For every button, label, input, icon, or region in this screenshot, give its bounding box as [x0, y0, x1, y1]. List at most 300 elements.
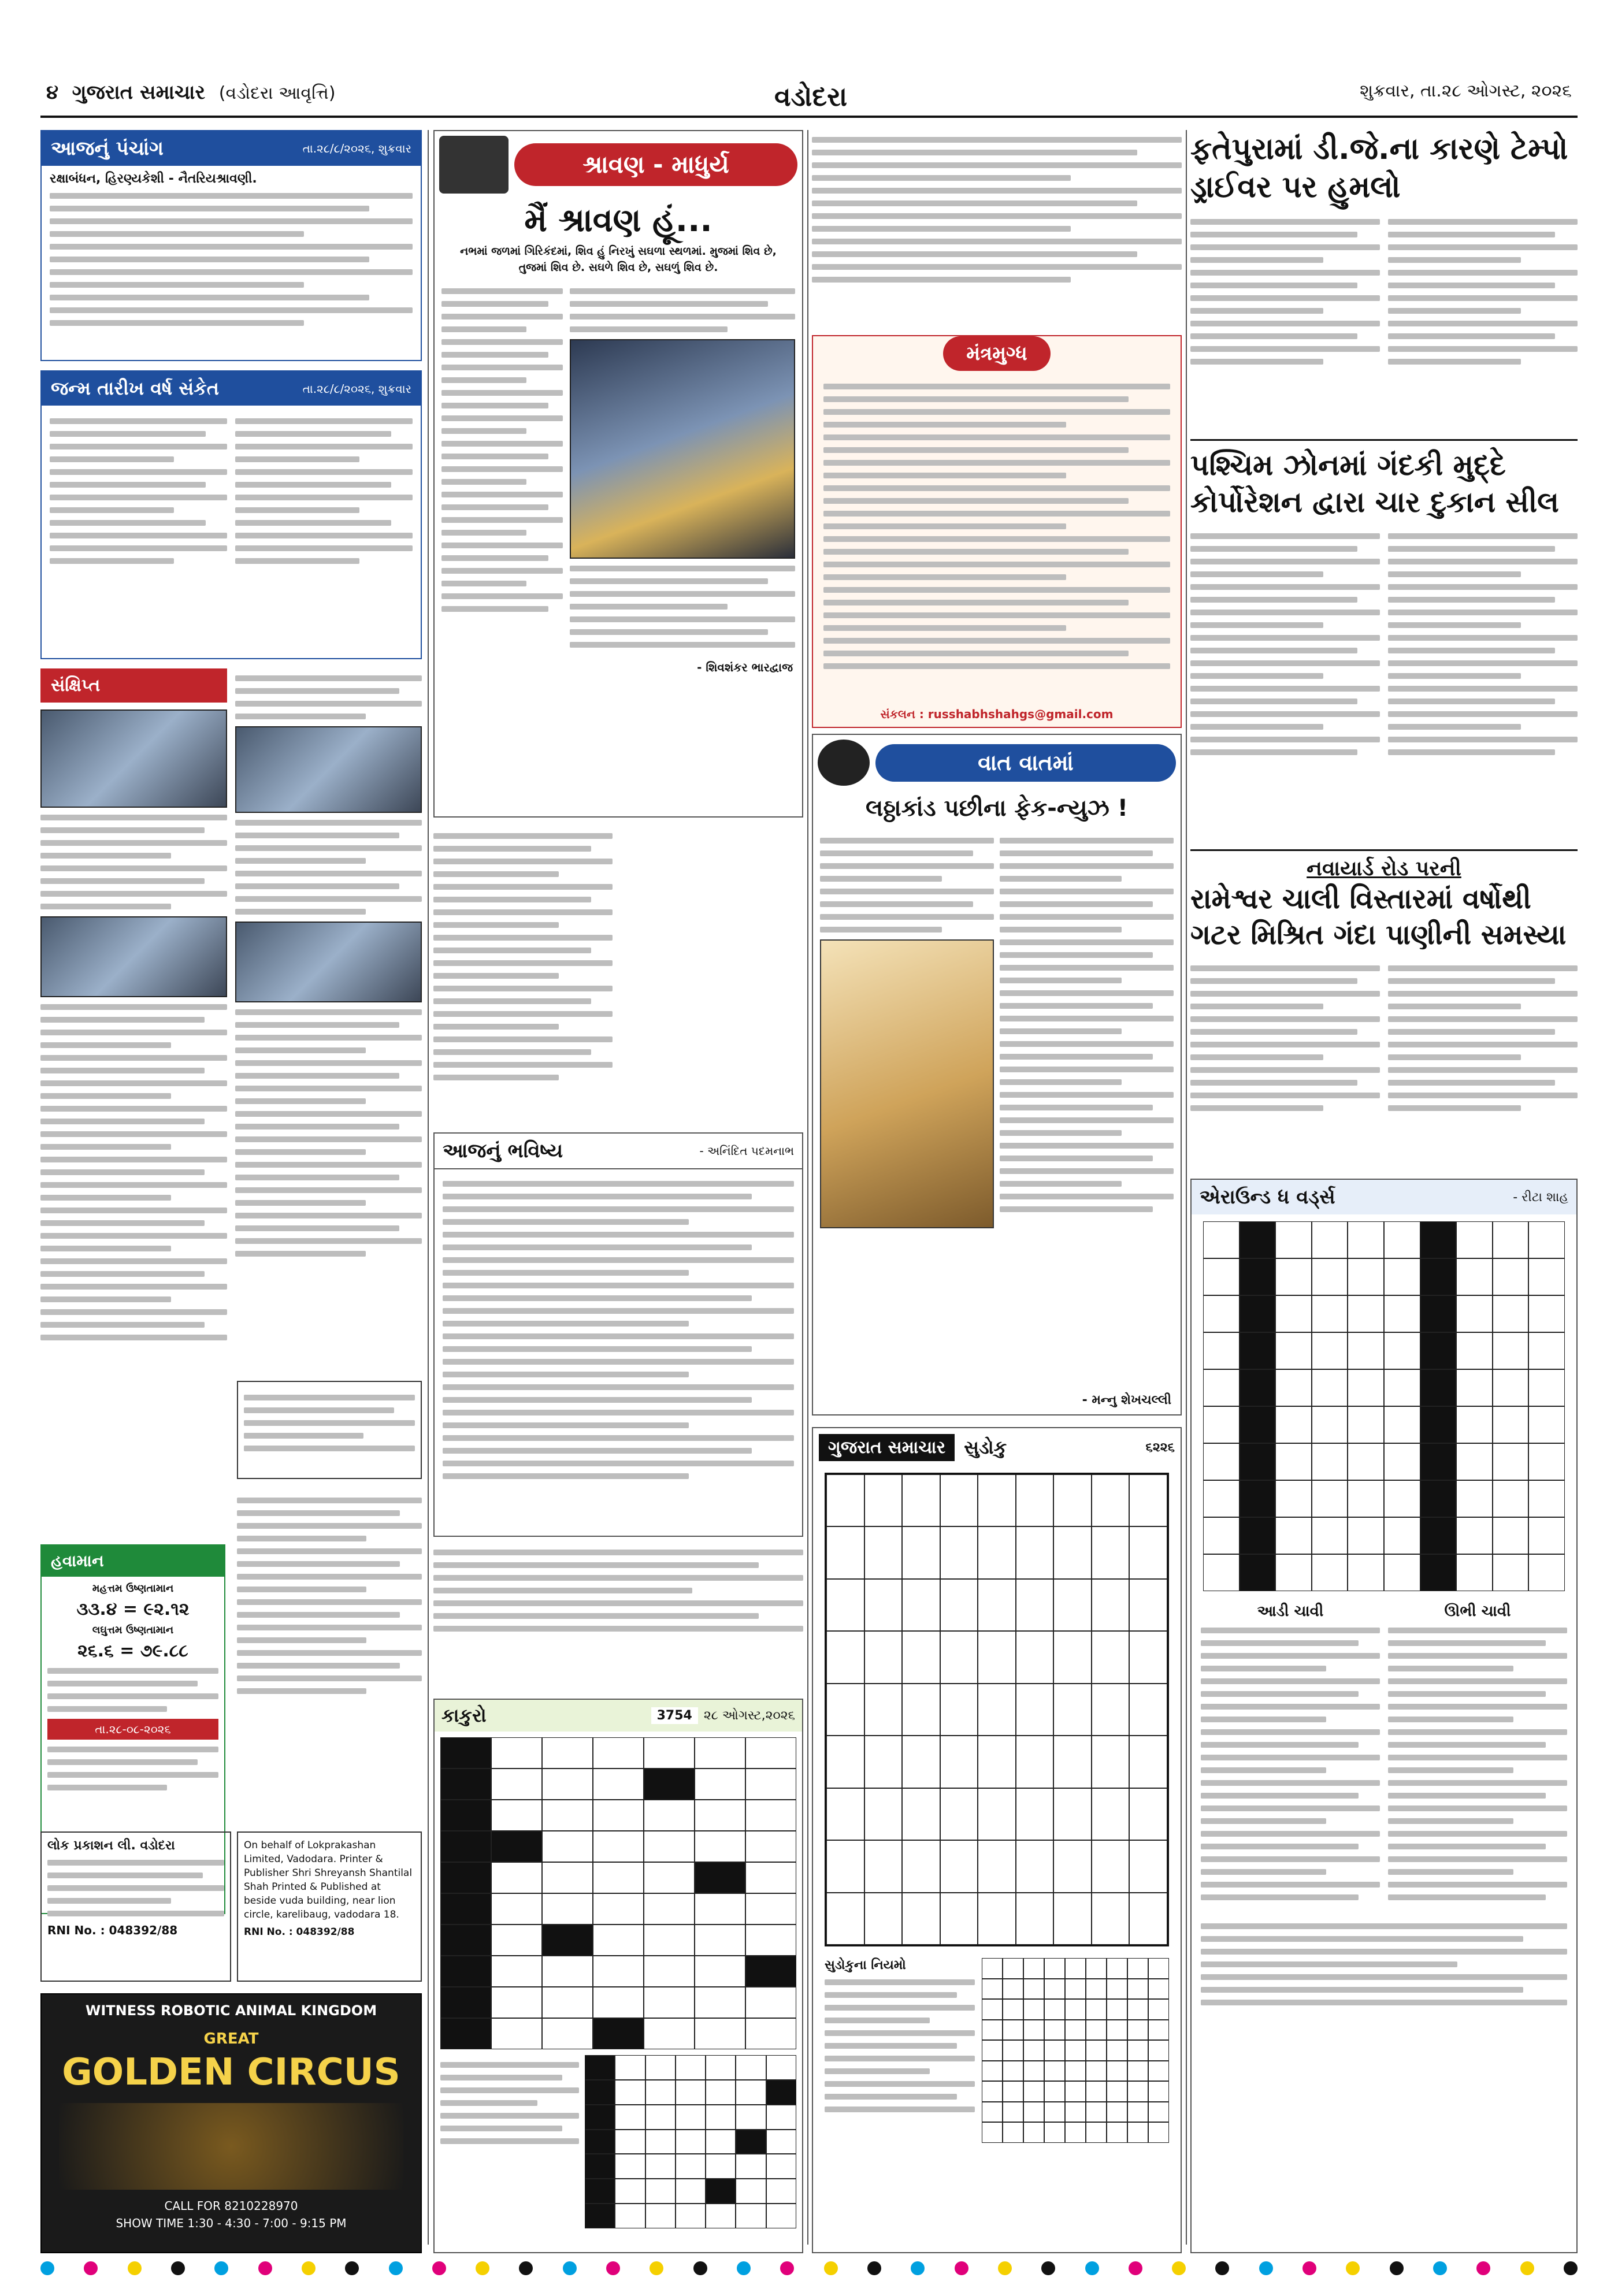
- sudoku-cell[interactable]: [1129, 1579, 1167, 1631]
- kakuro-solution-cell[interactable]: [676, 2105, 706, 2130]
- sudoku-solution-cell[interactable]: [1023, 2102, 1044, 2123]
- sudoku-solution-cell[interactable]: [1107, 2020, 1127, 2041]
- sudoku-solution-cell[interactable]: [1023, 1999, 1044, 2020]
- crossword-cell[interactable]: [1420, 1332, 1457, 1369]
- sudoku-cell[interactable]: [864, 1736, 903, 1788]
- crossword-cell[interactable]: [1348, 1480, 1384, 1517]
- kakuro-solution-cell[interactable]: [615, 2105, 645, 2130]
- kakuro-solution-cell[interactable]: [736, 2080, 766, 2105]
- crossword-cell[interactable]: [1312, 1295, 1348, 1332]
- sudoku-solution-cell[interactable]: [1003, 1999, 1023, 2020]
- kakuro-solution-cell[interactable]: [676, 2055, 706, 2080]
- sudoku-solution-cell[interactable]: [1065, 1979, 1086, 2000]
- sudoku-solution-cell[interactable]: [1065, 2122, 1086, 2143]
- crossword-cell[interactable]: [1420, 1406, 1457, 1443]
- sudoku-cell[interactable]: [902, 1579, 940, 1631]
- kakuro-cell[interactable]: [695, 1956, 745, 1987]
- crossword-cell[interactable]: [1240, 1369, 1276, 1406]
- sudoku-solution-cell[interactable]: [982, 2122, 1003, 2143]
- crossword-cell[interactable]: [1203, 1369, 1240, 1406]
- kakuro-cell[interactable]: [745, 1831, 796, 1862]
- kakuro-solution-cell[interactable]: [585, 2204, 615, 2228]
- sudoku-cell[interactable]: [826, 1526, 864, 1578]
- sudoku-cell[interactable]: [1129, 1788, 1167, 1840]
- sudoku-cell[interactable]: [902, 1631, 940, 1683]
- crossword-cell[interactable]: [1240, 1443, 1276, 1480]
- kakuro-solution-cell[interactable]: [766, 2130, 796, 2154]
- kakuro-cell[interactable]: [695, 1769, 745, 1800]
- kakuro-cell[interactable]: [745, 1737, 796, 1769]
- kakuro-solution-cell[interactable]: [676, 2179, 706, 2204]
- sudoku-grid[interactable]: [825, 1473, 1169, 1946]
- crossword-cell[interactable]: [1240, 1258, 1276, 1295]
- sudoku-solution-cell[interactable]: [982, 2061, 1003, 2082]
- crossword-cell[interactable]: [1203, 1443, 1240, 1480]
- sudoku-cell[interactable]: [864, 1840, 903, 1892]
- sudoku-solution-cell[interactable]: [982, 1958, 1003, 1979]
- crossword-cell[interactable]: [1275, 1258, 1312, 1295]
- crossword-cell[interactable]: [1493, 1258, 1529, 1295]
- sudoku-cell[interactable]: [902, 1840, 940, 1892]
- crossword-cell[interactable]: [1456, 1295, 1493, 1332]
- kakuro-solution-cell[interactable]: [706, 2055, 736, 2080]
- sudoku-solution-cell[interactable]: [1107, 2061, 1127, 2082]
- crossword-cell[interactable]: [1420, 1517, 1457, 1554]
- sudoku-cell[interactable]: [940, 1474, 978, 1526]
- kakuro-cell[interactable]: [491, 1956, 542, 1987]
- sudoku-solution-cell[interactable]: [1107, 2122, 1127, 2143]
- kakuro-cell[interactable]: [542, 2018, 593, 2049]
- crossword-cell[interactable]: [1384, 1332, 1420, 1369]
- sudoku-solution-cell[interactable]: [1107, 1999, 1127, 2020]
- sudoku-cell[interactable]: [1053, 1474, 1092, 1526]
- crossword-cell[interactable]: [1240, 1406, 1276, 1443]
- crossword-cell[interactable]: [1384, 1295, 1420, 1332]
- sudoku-solution-cell[interactable]: [982, 1979, 1003, 2000]
- kakuro-cell[interactable]: [745, 1800, 796, 1831]
- kakuro-cell[interactable]: [440, 1769, 491, 1800]
- sudoku-cell[interactable]: [1129, 1526, 1167, 1578]
- sudoku-cell[interactable]: [1016, 1526, 1054, 1578]
- crossword-cell[interactable]: [1528, 1480, 1565, 1517]
- crossword-cell[interactable]: [1312, 1369, 1348, 1406]
- sudoku-cell[interactable]: [1016, 1579, 1054, 1631]
- sudoku-cell[interactable]: [1129, 1840, 1167, 1892]
- sudoku-solution-cell[interactable]: [1107, 1979, 1127, 2000]
- crossword-cell[interactable]: [1456, 1258, 1493, 1295]
- sudoku-cell[interactable]: [1092, 1684, 1130, 1736]
- kakuro-cell[interactable]: [440, 1831, 491, 1862]
- sudoku-solution-cell[interactable]: [1127, 2102, 1148, 2123]
- crossword-cell[interactable]: [1420, 1221, 1457, 1258]
- sudoku-cell[interactable]: [940, 1579, 978, 1631]
- kakuro-cell[interactable]: [491, 1925, 542, 1956]
- sudoku-solution-cell[interactable]: [1127, 1958, 1148, 1979]
- crossword-cell[interactable]: [1456, 1221, 1493, 1258]
- kakuro-cell[interactable]: [491, 1800, 542, 1831]
- sudoku-solution-cell[interactable]: [1044, 2122, 1065, 2143]
- kakuro-cell[interactable]: [644, 1800, 695, 1831]
- crossword-cell[interactable]: [1203, 1406, 1240, 1443]
- crossword-cell[interactable]: [1528, 1258, 1565, 1295]
- kakuro-solution-cell[interactable]: [615, 2055, 645, 2080]
- kakuro-cell[interactable]: [745, 2018, 796, 2049]
- kakuro-cell[interactable]: [542, 1925, 593, 1956]
- kakuro-solution-cell[interactable]: [706, 2154, 736, 2179]
- crossword-cell[interactable]: [1275, 1295, 1312, 1332]
- crossword-cell[interactable]: [1312, 1221, 1348, 1258]
- kakuro-solution-cell[interactable]: [766, 2080, 796, 2105]
- sudoku-cell[interactable]: [826, 1579, 864, 1631]
- sudoku-cell[interactable]: [1016, 1840, 1054, 1892]
- sudoku-cell[interactable]: [978, 1684, 1016, 1736]
- sudoku-cell[interactable]: [978, 1736, 1016, 1788]
- sudoku-cell[interactable]: [978, 1474, 1016, 1526]
- crossword-cell[interactable]: [1203, 1332, 1240, 1369]
- crossword-cell[interactable]: [1493, 1443, 1529, 1480]
- crossword-cell[interactable]: [1275, 1480, 1312, 1517]
- kakuro-cell[interactable]: [695, 1800, 745, 1831]
- sudoku-cell[interactable]: [1053, 1893, 1092, 1945]
- kakuro-cell[interactable]: [593, 1893, 644, 1925]
- crossword-cell[interactable]: [1240, 1480, 1276, 1517]
- kakuro-cell[interactable]: [695, 2018, 745, 2049]
- sudoku-solution-cell[interactable]: [1023, 2061, 1044, 2082]
- kakuro-cell[interactable]: [644, 2018, 695, 2049]
- kakuro-cell[interactable]: [593, 1769, 644, 1800]
- sudoku-solution-cell[interactable]: [1148, 2061, 1169, 2082]
- crossword-cell[interactable]: [1348, 1258, 1384, 1295]
- kakuro-solution-cell[interactable]: [736, 2154, 766, 2179]
- sudoku-solution-cell[interactable]: [982, 2040, 1003, 2061]
- kakuro-cell[interactable]: [644, 1831, 695, 1862]
- crossword-cell[interactable]: [1528, 1406, 1565, 1443]
- sudoku-solution-cell[interactable]: [1127, 2020, 1148, 2041]
- sudoku-cell[interactable]: [902, 1526, 940, 1578]
- crossword-cell[interactable]: [1528, 1332, 1565, 1369]
- sudoku-solution-cell[interactable]: [1086, 1979, 1107, 2000]
- sudoku-solution-cell[interactable]: [1065, 2020, 1086, 2041]
- sudoku-cell[interactable]: [826, 1736, 864, 1788]
- kakuro-cell[interactable]: [440, 1925, 491, 1956]
- crossword-cell[interactable]: [1275, 1221, 1312, 1258]
- kakuro-cell[interactable]: [440, 1737, 491, 1769]
- crossword-cell[interactable]: [1384, 1517, 1420, 1554]
- sudoku-cell[interactable]: [978, 1788, 1016, 1840]
- sudoku-cell[interactable]: [902, 1788, 940, 1840]
- sudoku-solution-cell[interactable]: [1148, 2020, 1169, 2041]
- kakuro-solution-cell[interactable]: [706, 2179, 736, 2204]
- crossword-cell[interactable]: [1456, 1517, 1493, 1554]
- crossword-cell[interactable]: [1203, 1221, 1240, 1258]
- kakuro-solution-cell[interactable]: [676, 2080, 706, 2105]
- sudoku-cell[interactable]: [1129, 1684, 1167, 1736]
- sudoku-solution-cell[interactable]: [1023, 2122, 1044, 2143]
- kakuro-solution-cell[interactable]: [706, 2080, 736, 2105]
- kakuro-solution-cell[interactable]: [615, 2130, 645, 2154]
- crossword-cell[interactable]: [1312, 1517, 1348, 1554]
- sudoku-solution-cell[interactable]: [1148, 2122, 1169, 2143]
- sudoku-solution-cell[interactable]: [1148, 1999, 1169, 2020]
- crossword-cell[interactable]: [1420, 1554, 1457, 1591]
- sudoku-cell[interactable]: [1053, 1631, 1092, 1683]
- sudoku-cell[interactable]: [864, 1526, 903, 1578]
- sudoku-solution-cell[interactable]: [1003, 1979, 1023, 2000]
- crossword-cell[interactable]: [1528, 1517, 1565, 1554]
- kakuro-cell[interactable]: [644, 1893, 695, 1925]
- crossword-cell[interactable]: [1528, 1221, 1565, 1258]
- sudoku-cell[interactable]: [1053, 1684, 1092, 1736]
- crossword-cell[interactable]: [1493, 1332, 1529, 1369]
- kakuro-cell[interactable]: [695, 1925, 745, 1956]
- sudoku-solution-cell[interactable]: [1003, 2122, 1023, 2143]
- sudoku-solution-cell[interactable]: [1003, 2061, 1023, 2082]
- sudoku-solution-cell[interactable]: [1148, 1979, 1169, 2000]
- sudoku-solution-cell[interactable]: [1065, 2102, 1086, 2123]
- crossword-cell[interactable]: [1203, 1517, 1240, 1554]
- sudoku-cell[interactable]: [940, 1526, 978, 1578]
- sudoku-solution-cell[interactable]: [1086, 2040, 1107, 2061]
- kakuro-solution-cell[interactable]: [645, 2105, 676, 2130]
- kakuro-cell[interactable]: [593, 1800, 644, 1831]
- sudoku-cell[interactable]: [826, 1840, 864, 1892]
- sudoku-cell[interactable]: [1016, 1631, 1054, 1683]
- kakuro-cell[interactable]: [542, 1893, 593, 1925]
- sudoku-solution-cell[interactable]: [1148, 2102, 1169, 2123]
- kakuro-solution-cell[interactable]: [585, 2130, 615, 2154]
- sudoku-solution-cell[interactable]: [1107, 2081, 1127, 2102]
- crossword-cell[interactable]: [1493, 1369, 1529, 1406]
- crossword-cell[interactable]: [1384, 1258, 1420, 1295]
- sudoku-cell[interactable]: [1016, 1684, 1054, 1736]
- sudoku-cell[interactable]: [1092, 1631, 1130, 1683]
- sudoku-cell[interactable]: [902, 1736, 940, 1788]
- sudoku-cell[interactable]: [826, 1684, 864, 1736]
- kakuro-solution-cell[interactable]: [706, 2130, 736, 2154]
- kakuro-solution-cell[interactable]: [706, 2204, 736, 2228]
- kakuro-cell[interactable]: [695, 1987, 745, 2018]
- sudoku-solution-cell[interactable]: [1044, 2081, 1065, 2102]
- kakuro-solution-cell[interactable]: [766, 2055, 796, 2080]
- kakuro-cell[interactable]: [644, 1862, 695, 1893]
- sudoku-cell[interactable]: [1092, 1474, 1130, 1526]
- crossword-cell[interactable]: [1203, 1258, 1240, 1295]
- kakuro-cell[interactable]: [745, 1769, 796, 1800]
- sudoku-solution-cell[interactable]: [1127, 1999, 1148, 2020]
- sudoku-solution-cell[interactable]: [1065, 2040, 1086, 2061]
- kakuro-solution-cell[interactable]: [645, 2055, 676, 2080]
- kakuro-cell[interactable]: [440, 1956, 491, 1987]
- crossword-cell[interactable]: [1240, 1554, 1276, 1591]
- crossword-cell[interactable]: [1384, 1554, 1420, 1591]
- sudoku-cell[interactable]: [1016, 1893, 1054, 1945]
- sudoku-cell[interactable]: [1129, 1474, 1167, 1526]
- sudoku-solution-cell[interactable]: [1148, 2040, 1169, 2061]
- kakuro-cell[interactable]: [593, 1737, 644, 1769]
- kakuro-cell[interactable]: [491, 1987, 542, 2018]
- kakuro-cell[interactable]: [745, 1956, 796, 1987]
- sudoku-solution-cell[interactable]: [1127, 2040, 1148, 2061]
- sudoku-solution-cell[interactable]: [1127, 2081, 1148, 2102]
- sudoku-solution-cell[interactable]: [1023, 2081, 1044, 2102]
- sudoku-cell[interactable]: [940, 1736, 978, 1788]
- crossword-cell[interactable]: [1348, 1517, 1384, 1554]
- sudoku-cell[interactable]: [1092, 1526, 1130, 1578]
- kakuro-cell[interactable]: [440, 1800, 491, 1831]
- kakuro-solution-cell[interactable]: [766, 2204, 796, 2228]
- crossword-cell[interactable]: [1456, 1406, 1493, 1443]
- kakuro-solution-cell[interactable]: [615, 2154, 645, 2179]
- crossword-cell[interactable]: [1493, 1221, 1529, 1258]
- crossword-cell[interactable]: [1312, 1554, 1348, 1591]
- sudoku-solution-cell[interactable]: [1086, 2081, 1107, 2102]
- sudoku-solution-cell[interactable]: [1148, 2081, 1169, 2102]
- kakuro-cell[interactable]: [491, 1893, 542, 1925]
- crossword-cell[interactable]: [1420, 1369, 1457, 1406]
- crossword-cell[interactable]: [1528, 1369, 1565, 1406]
- kakuro-cell[interactable]: [695, 1831, 745, 1862]
- sudoku-cell[interactable]: [1092, 1788, 1130, 1840]
- sudoku-solution-cell[interactable]: [1086, 2102, 1107, 2123]
- kakuro-solution-cell[interactable]: [585, 2080, 615, 2105]
- sudoku-cell[interactable]: [1053, 1526, 1092, 1578]
- sudoku-cell[interactable]: [940, 1788, 978, 1840]
- kakuro-solution-cell[interactable]: [736, 2179, 766, 2204]
- kakuro-cell[interactable]: [745, 1862, 796, 1893]
- kakuro-cell[interactable]: [644, 1987, 695, 2018]
- sudoku-solution-cell[interactable]: [1044, 2102, 1065, 2123]
- sudoku-solution-cell[interactable]: [1003, 2040, 1023, 2061]
- sudoku-cell[interactable]: [826, 1631, 864, 1683]
- sudoku-solution-cell[interactable]: [1065, 2081, 1086, 2102]
- kakuro-cell[interactable]: [542, 1956, 593, 1987]
- crossword-cell[interactable]: [1456, 1554, 1493, 1591]
- crossword-cell[interactable]: [1384, 1480, 1420, 1517]
- sudoku-cell[interactable]: [1053, 1579, 1092, 1631]
- kakuro-cell[interactable]: [695, 1862, 745, 1893]
- kakuro-solution-cell[interactable]: [645, 2204, 676, 2228]
- crossword-cell[interactable]: [1275, 1517, 1312, 1554]
- kakuro-cell[interactable]: [593, 1956, 644, 1987]
- sudoku-cell[interactable]: [1016, 1788, 1054, 1840]
- kakuro-cell[interactable]: [593, 1925, 644, 1956]
- sudoku-solution-cell[interactable]: [1003, 1958, 1023, 1979]
- kakuro-solution-cell[interactable]: [615, 2204, 645, 2228]
- sudoku-cell[interactable]: [1129, 1631, 1167, 1683]
- crossword-cell[interactable]: [1240, 1295, 1276, 1332]
- crossword-cell[interactable]: [1275, 1554, 1312, 1591]
- crossword-cell[interactable]: [1384, 1443, 1420, 1480]
- kakuro-cell[interactable]: [491, 1831, 542, 1862]
- sudoku-solution-cell[interactable]: [1044, 1958, 1065, 1979]
- kakuro-cell[interactable]: [695, 1737, 745, 1769]
- kakuro-cell[interactable]: [440, 1893, 491, 1925]
- sudoku-solution-cell[interactable]: [1127, 2061, 1148, 2082]
- sudoku-solution-cell[interactable]: [1086, 1999, 1107, 2020]
- kakuro-solution-cell[interactable]: [585, 2154, 615, 2179]
- crossword-cell[interactable]: [1275, 1406, 1312, 1443]
- kakuro-solution-cell[interactable]: [645, 2154, 676, 2179]
- sudoku-cell[interactable]: [864, 1474, 903, 1526]
- crossword-cell[interactable]: [1348, 1554, 1384, 1591]
- crossword-cell[interactable]: [1420, 1480, 1457, 1517]
- crossword-cell[interactable]: [1312, 1332, 1348, 1369]
- sudoku-cell[interactable]: [1092, 1579, 1130, 1631]
- crossword-cell[interactable]: [1348, 1332, 1384, 1369]
- sudoku-cell[interactable]: [1092, 1736, 1130, 1788]
- sudoku-cell[interactable]: [864, 1684, 903, 1736]
- sudoku-solution-cell[interactable]: [1023, 1979, 1044, 2000]
- kakuro-cell[interactable]: [695, 1893, 745, 1925]
- kakuro-solution-cell[interactable]: [585, 2105, 615, 2130]
- sudoku-solution-cell[interactable]: [1003, 2081, 1023, 2102]
- crossword-cell[interactable]: [1348, 1443, 1384, 1480]
- kakuro-grid[interactable]: [440, 1737, 796, 2049]
- crossword-cell[interactable]: [1493, 1554, 1529, 1591]
- crossword-cell[interactable]: [1348, 1369, 1384, 1406]
- crossword-cell[interactable]: [1203, 1554, 1240, 1591]
- kakuro-solution-cell[interactable]: [676, 2130, 706, 2154]
- sudoku-solution-cell[interactable]: [1086, 1958, 1107, 1979]
- kakuro-solution-cell[interactable]: [736, 2055, 766, 2080]
- crossword-cell[interactable]: [1493, 1517, 1529, 1554]
- sudoku-cell[interactable]: [902, 1474, 940, 1526]
- sudoku-cell[interactable]: [978, 1631, 1016, 1683]
- kakuro-cell[interactable]: [491, 2018, 542, 2049]
- sudoku-solution-cell[interactable]: [1065, 1999, 1086, 2020]
- sudoku-cell[interactable]: [1016, 1474, 1054, 1526]
- crossword-cell[interactable]: [1240, 1517, 1276, 1554]
- sudoku-cell[interactable]: [1129, 1893, 1167, 1945]
- kakuro-cell[interactable]: [593, 1862, 644, 1893]
- sudoku-cell[interactable]: [940, 1840, 978, 1892]
- crossword-cell[interactable]: [1493, 1480, 1529, 1517]
- sudoku-solution-cell[interactable]: [1044, 1999, 1065, 2020]
- kakuro-cell[interactable]: [644, 1925, 695, 1956]
- kakuro-solution-cell[interactable]: [766, 2179, 796, 2204]
- sudoku-solution-cell[interactable]: [1148, 1958, 1169, 1979]
- sudoku-cell[interactable]: [1092, 1893, 1130, 1945]
- sudoku-solution-cell[interactable]: [1023, 2040, 1044, 2061]
- kakuro-cell[interactable]: [542, 1987, 593, 2018]
- crossword-cell[interactable]: [1420, 1258, 1457, 1295]
- sudoku-cell[interactable]: [864, 1788, 903, 1840]
- sudoku-solution-cell[interactable]: [1003, 2020, 1023, 2041]
- sudoku-cell[interactable]: [1129, 1736, 1167, 1788]
- kakuro-solution-cell[interactable]: [645, 2130, 676, 2154]
- crossword-cell[interactable]: [1203, 1480, 1240, 1517]
- crossword-cell[interactable]: [1203, 1295, 1240, 1332]
- kakuro-solution-cell[interactable]: [615, 2179, 645, 2204]
- sudoku-solution-cell[interactable]: [1023, 2020, 1044, 2041]
- kakuro-cell[interactable]: [542, 1769, 593, 1800]
- sudoku-cell[interactable]: [826, 1893, 864, 1945]
- sudoku-solution-cell[interactable]: [1086, 2122, 1107, 2143]
- kakuro-cell[interactable]: [542, 1800, 593, 1831]
- sudoku-cell[interactable]: [864, 1579, 903, 1631]
- crossword-cell[interactable]: [1384, 1406, 1420, 1443]
- sudoku-solution-cell[interactable]: [1127, 1979, 1148, 2000]
- sudoku-cell[interactable]: [826, 1474, 864, 1526]
- crossword-cell[interactable]: [1275, 1443, 1312, 1480]
- sudoku-solution-cell[interactable]: [982, 2081, 1003, 2102]
- crossword-cell[interactable]: [1348, 1406, 1384, 1443]
- sudoku-cell[interactable]: [1053, 1788, 1092, 1840]
- sudoku-solution-cell[interactable]: [1086, 2020, 1107, 2041]
- crossword-cell[interactable]: [1456, 1443, 1493, 1480]
- crossword-cell[interactable]: [1528, 1295, 1565, 1332]
- crossword-cell[interactable]: [1420, 1295, 1457, 1332]
